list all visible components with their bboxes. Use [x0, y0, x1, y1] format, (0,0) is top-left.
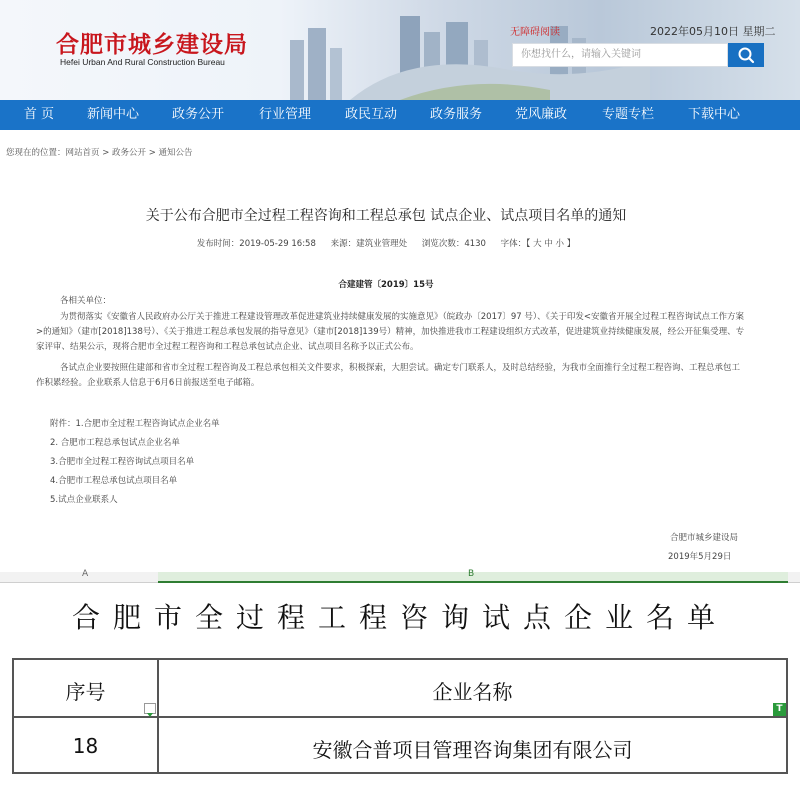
- publish-time: 发布时间：2019-05-29 16:58: [196, 239, 316, 249]
- nav-item-integrity[interactable]: 党风廉政: [514, 107, 568, 122]
- dropdown-arrow-icon: [145, 710, 155, 719]
- article-source: 来源：建筑业管理处: [330, 239, 408, 249]
- current-date: 2022年05月10日 星期二: [650, 25, 776, 38]
- grid-line: [786, 658, 788, 774]
- paragraph-2: 各试点企业要按照住建部和省市全过程工程咨询及工程总承包相关文件要求，积极探索，大胆尝试。确定专门联系人，及时总结经验，为我市全面推行全过程工程咨询、工程总承包工作积累经验。企业联系人信息于6月6日前报送至电子邮箱。: [36, 363, 741, 388]
- header-cell-index[interactable]: 序号: [65, 680, 106, 704]
- nav-item-home[interactable]: 首 页: [23, 107, 55, 122]
- site-subtitle: Hefei Urban And Rural Construction Bureau: [60, 57, 225, 67]
- article-title: 关于公布合肥市全过程工程咨询和工程总承包 试点企业、试点项目名单的通知: [145, 208, 627, 224]
- search-icon: [728, 43, 764, 67]
- header-cell-company[interactable]: 企业名称: [432, 680, 513, 704]
- row-cell-index[interactable]: 18: [72, 734, 99, 758]
- article-meta: [10, 237, 762, 249]
- article: [10, 170, 762, 570]
- nav-item-gov-affairs[interactable]: 政务公开: [171, 107, 225, 122]
- attachment-1[interactable]: 附件：1.合肥市全过程工程咨询试点企业名单: [50, 419, 220, 429]
- spreadsheet: [0, 569, 800, 785]
- attachment-5[interactable]: 5.试点企业联系人: [50, 495, 118, 505]
- document-number: 合建建管〔2019〕15号: [338, 280, 434, 290]
- breadcrumb[interactable]: 您现在的位置：网站首页 > 政务公开 > 通知公告: [6, 148, 193, 158]
- paragraph-1: 为贯彻落实《安徽省人民政府办公厅关于推进工程建设管理改革促进建筑业持续健康发展的实施意见》（皖政办〔2017〕97 号）、《关于印发<安徽省开展全过程工程咨询试点工作方案>的通知》（建市[2018]138号）、《关于推进工程总承包发展的指导意见》（建市[2018]139号）精神，加快推进我市工程建设组织方式改革，促进建筑业持续健康发展，经公开征集受理、专家评审、结果公示，现将合肥市全过程工程咨询和工程总承包试点企业、试点项目名称予以正式公布。: [36, 312, 745, 352]
- nav-item-industry[interactable]: 行业管理: [258, 107, 312, 122]
- attachment-2[interactable]: 2. 合肥市工程总承包试点企业名单: [50, 438, 180, 448]
- filter-dropdown-button[interactable]: [144, 703, 156, 714]
- column-b-header[interactable]: B: [468, 569, 475, 579]
- column-a-header[interactable]: A: [82, 569, 89, 579]
- site-title[interactable]: 合肥市城乡建设局: [56, 31, 248, 58]
- nav-item-topics[interactable]: 专题专栏: [601, 107, 655, 122]
- attachment-4[interactable]: 4.合肥市工程总承包试点项目名单: [50, 476, 178, 486]
- nav-item-downloads[interactable]: 下载中心: [687, 107, 741, 122]
- signer: 合肥市城乡建设局: [670, 533, 739, 543]
- format-tag-icon[interactable]: T: [773, 703, 786, 716]
- nav-item-interaction[interactable]: 政民互动: [344, 107, 398, 122]
- search-input[interactable]: 你想找什么，请输入关键词: [512, 43, 728, 67]
- sheet-title[interactable]: 合肥市全过程工程咨询试点企业名单: [71, 601, 728, 634]
- font-size-control[interactable]: 字体：【 大 中 小 】: [500, 239, 576, 249]
- grid-line: [12, 658, 788, 660]
- salutation: 各相关单位：: [60, 296, 112, 306]
- view-count: 浏览次数：4130: [421, 239, 486, 249]
- attachment-3[interactable]: 3.合肥市全过程工程咨询试点项目名单: [50, 457, 195, 467]
- grid-line: [12, 716, 788, 718]
- column-header-bar: [0, 569, 800, 583]
- grid-line: [12, 772, 788, 774]
- nav-item-services[interactable]: 政务服务: [429, 107, 483, 122]
- row-cell-company[interactable]: 安徽合普项目管理咨询集团有限公司: [312, 738, 633, 762]
- main-nav: [0, 100, 800, 130]
- sign-date: 2019年5月29日: [668, 552, 732, 562]
- search-button[interactable]: [728, 43, 764, 67]
- accessibility-link[interactable]: 无障碍阅读: [510, 27, 560, 38]
- site-header: [0, 0, 800, 100]
- nav-item-news[interactable]: 新闻中心: [86, 107, 140, 122]
